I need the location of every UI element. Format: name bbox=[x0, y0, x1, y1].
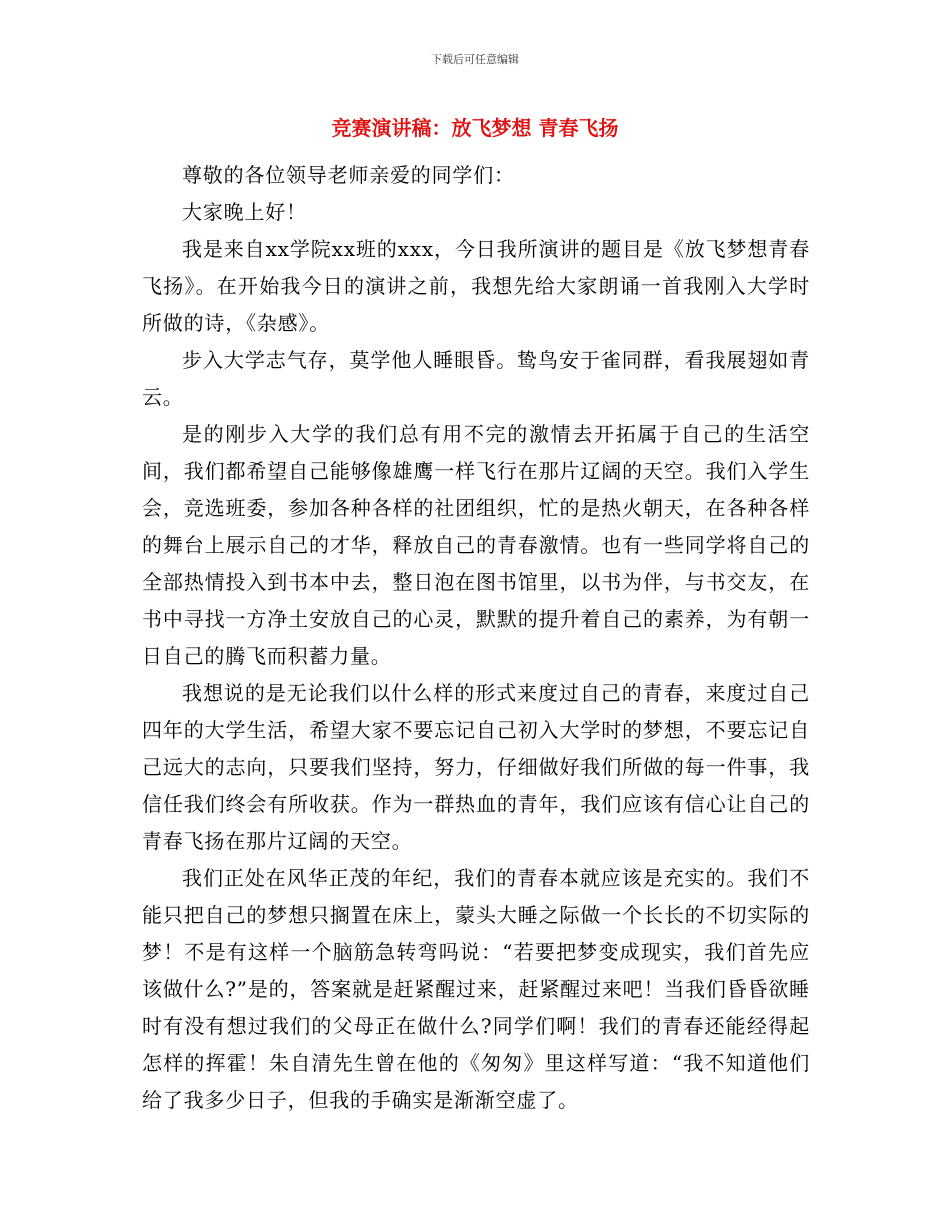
header-note: 下载后可任意编辑 bbox=[431, 53, 519, 66]
paragraph-college-life: 是的刚步入大学的我们总有用不完的激情去开拓属于自己的生活空间，我们都希望自己能够像雄鹰一样飞行在那片辽阔的天空。我们入学生会，竞选班委，参加各种各样的社团组织，忙的是热火朝天，在各种各样的舞台上展示自己的才华，释放自己的青春激情。也有一些同学将自己的全部热情投入到书本中去，整日泡在图书馆里，以书为伴，与书交友，在书中寻找一方净土安放自己的心灵，默默的提升着自己的素养，为有朝一日自己的腾飞而积蓄力量。 bbox=[142, 422, 810, 668]
salutation: 尊敬的各位领导老师亲爱的同学们： bbox=[182, 163, 515, 187]
greeting: 大家晚上好！ bbox=[182, 200, 307, 224]
paragraph-wake-up: 我们正处在风华正茂的年纪，我们的青春本就应该是充实的。我们不能只把自己的梦想只搁置在床上，蒙头大睡之际做一个长长的不切实际的梦！不是有这样一个脑筋急转弯吗说：“若要把梦变成现实，我们首先应该做什么?”是的，答案就是赶紧醒过来，赶紧醒过来吧！当我们昏昏欲睡时有没有想过我们的父母正在做什么?同学们啊！我们的青春还能经得起怎样的挥霍！朱自清先生曾在他的《匆匆》里这样写道：“我不知道他们给了我多少日子，但我的手确实是渐渐空虚了。 bbox=[142, 866, 810, 1112]
document-title: 竞赛演讲稿：放飞梦想 青春飞扬 bbox=[331, 116, 619, 140]
paragraph-remember-dream: 我想说的是无论我们以什么样的形式来度过自己的青春，来度过自己四年的大学生活，希望大家不要忘记自己初入大学时的梦想，不要忘记自己远大的志向，只要我们坚持，努力，仔细做好我们所做的每一件事，我信任我们终会有所收获。作为一群热血的青年，我们应该有信心让自己的青春飞扬在那片辽阔的天空。 bbox=[142, 681, 810, 853]
paragraph-introduction: 我是来自xx学院xx班的xxx，今日我所演讲的题目是《放飞梦想青春飞扬》。在开始我今日的演讲之前，我想先给大家朗诵一首我刚入大学时所做的诗，《杂感》。 bbox=[142, 237, 810, 335]
paragraph-poem: 步入大学志气存，莫学他人睡眼昏。鸷鸟安于雀同群，看我展翅如青云。 bbox=[142, 348, 810, 409]
document-body bbox=[142, 157, 810, 1119]
